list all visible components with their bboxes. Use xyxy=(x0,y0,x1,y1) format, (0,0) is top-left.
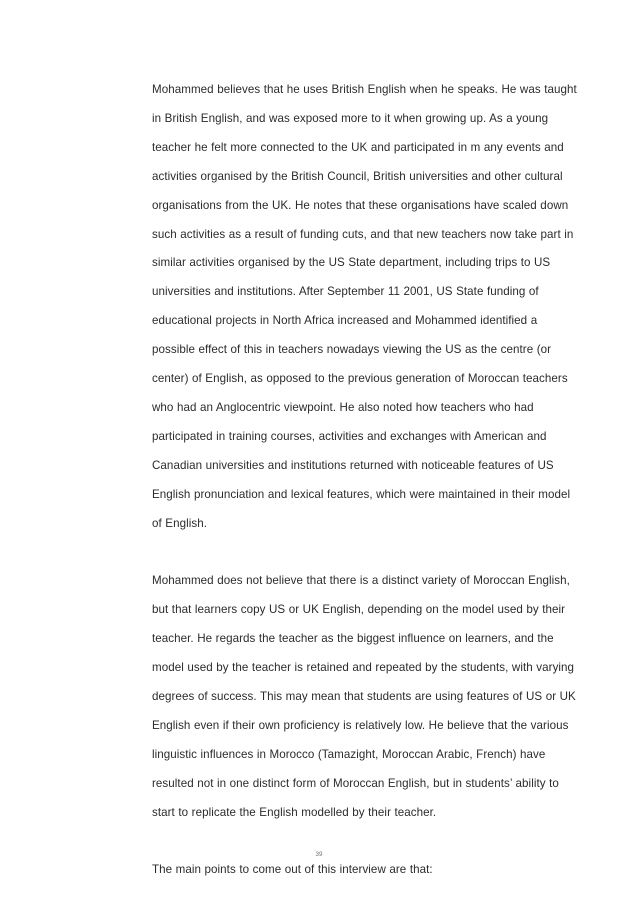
body-text-column xyxy=(152,76,577,885)
paragraph-british-english-background: Mohammed believes that he uses British English when he speaks. He was taught in British English, and was exposed more to it when growing up. As a young teacher he felt more connected to the UK and participated in m any events and activities organised by the British Council, British universities and other cultural organisations from the UK. He notes that these organisations have scaled down such activities as a result of funding cuts, and that new teachers now take part in similar activities organised by the US State department, including trips to US universities and institutions. After September 11 2001, US State funding of educational projects in North Africa increased and Mohammed identified a possible effect of this in teachers nowadays viewing the US as the centre (or center) of English, as opposed to the previous generation of Moroccan teachers who had an Anglocentric viewpoint. He also noted how teachers who had participated in training courses, activities and exchanges with American and Canadian universities and institutions returned with noticeable features of US English pronunciation and lexical features, which were maintained in their model of English. xyxy=(152,83,577,530)
page-number: 39 xyxy=(315,851,323,858)
paragraph-main-points-intro: The main points to come out of this interview are that: xyxy=(152,863,433,877)
paragraph-moroccan-english-variety: Mohammed does not believe that there is a distinct variety of Moroccan English, but that learners copy US or UK English, depending on the model used by their teacher. He regards the teacher as the biggest influence on learners, and the model used by the teacher is retained and repeated by the students, with varying degrees of success. This may mean that students are using features of US or UK English even if their own proficiency is relatively low. He believe that the various linguistic influences in Morocco (Tamazight, Moroccan Arabic, French) have resulted not in one distinct form of Moroccan English, but in students’ ability to start to replicate the English modelled by their teacher. xyxy=(152,574,576,819)
